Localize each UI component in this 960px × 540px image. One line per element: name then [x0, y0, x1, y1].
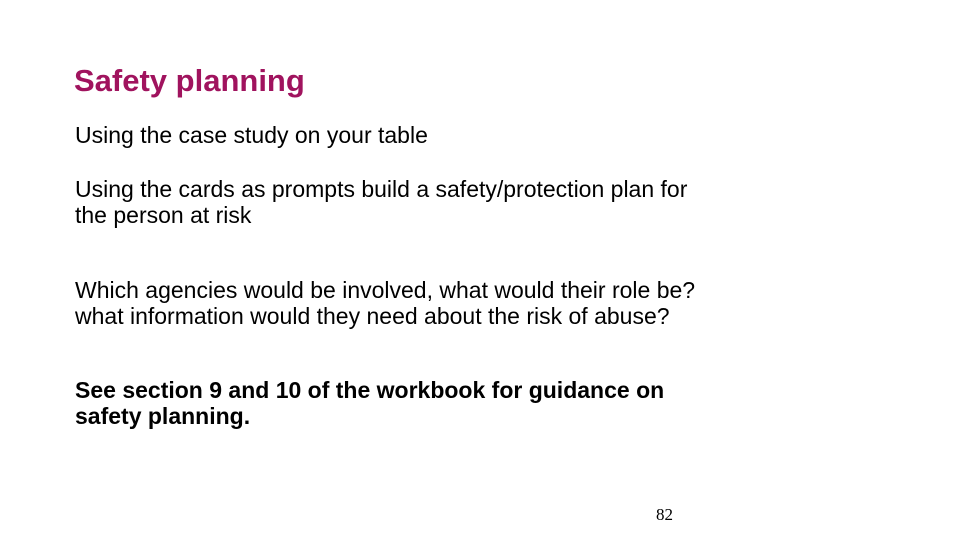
- paragraph-line: what information would they need about the risk of abuse?: [75, 303, 670, 329]
- slide-title: Safety planning: [74, 63, 305, 98]
- workbook-reference: [75, 377, 664, 429]
- paragraph-line: Using the case study on your table: [75, 122, 428, 148]
- paragraph-line: Which agencies would be involved, what would their role be?: [75, 277, 696, 303]
- instruction-case-study: [75, 122, 428, 148]
- paragraph-line: See section 9 and 10 of the workbook for guidance on: [75, 377, 665, 403]
- instruction-build-plan: [75, 176, 687, 228]
- question-agencies: [75, 277, 695, 329]
- page-number: 82: [656, 505, 673, 524]
- paragraph-line: safety planning.: [75, 403, 251, 429]
- paragraph-line: the person at risk: [75, 202, 252, 228]
- paragraph-line: Using the cards as prompts build a safety/protection plan for: [75, 176, 688, 202]
